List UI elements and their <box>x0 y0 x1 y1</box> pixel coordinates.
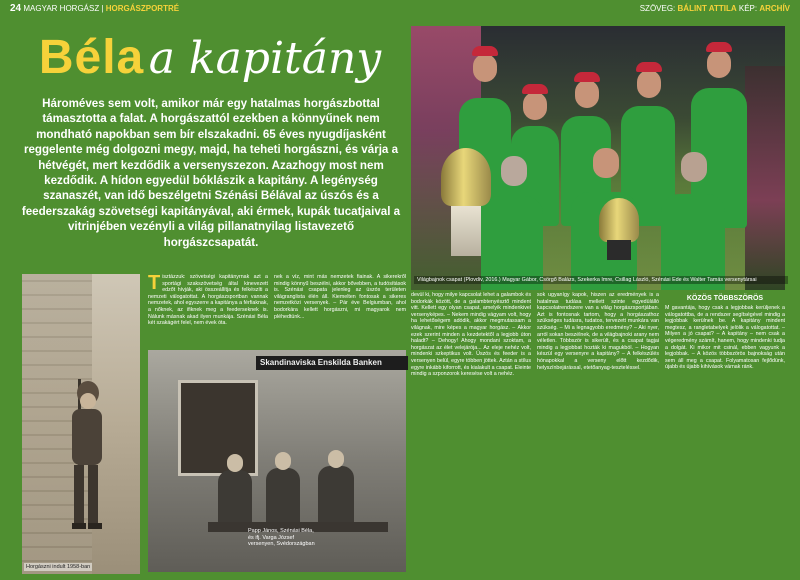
magazine-name: MAGYAR HORGÁSZ <box>23 4 100 13</box>
team-photo-caption: Világbajnok csapat (Plovdiv, 2016.) Magyar Gábor, Csörgő Balázs, Szekerka Imre, Csillag László, Szénási Ede és Walter Tamás versenytársai <box>414 276 788 284</box>
page-number: 24 <box>10 3 22 14</box>
childhood-caption: Horgászni indult 1958-ban <box>26 564 91 570</box>
body-column-5 <box>665 292 785 574</box>
credit-prefix: SZÖVEG: <box>639 4 676 13</box>
photo-prefix: KÉP: <box>738 4 758 13</box>
team-member-head <box>523 92 547 120</box>
man-head <box>227 454 243 472</box>
team-member-head <box>637 70 661 98</box>
section-subhead: KÖZÖS TÖBBSZÖRÖS <box>686 295 764 302</box>
group-photo <box>148 350 406 572</box>
photo-credit: ARCHÍV <box>759 4 790 13</box>
body-text-5: M gavantája, hogy csak a legjobbak kerüljenek a válogatottba, de a rendszer segítségével mindig a legjobbak kerülnek be. A kapitány mindent megtesz, a rangletabelyek jelölik a válogatottat. – Milyen a jó csapat? – A kapitány – nem csak a végeredmény számít, hanem, hogy mindenki tudja a dolgát. Ki mikor mit csinál, ebben vagyunk a legjobbak. – A közös többszörös bajnokság után sem áll meg a csapat. Folyamatosan fejlődünk, újabb és újabb kihívások várnak ránk. <box>665 305 785 371</box>
trophy-base <box>451 206 481 256</box>
trophy-icon <box>441 148 491 206</box>
shop-door <box>178 380 258 476</box>
body-column-4: sok ugyanígy kapok, hiszen az eredmények is a hatalmas tudása mellett szinte egyedülálló kapcsolatrendszere van a világ horgászsportjában. Azt is fontosnak tartom, hogy a horgászathoz szükséges tudásra, tudatos, tervezett munkára van szükség. – Mi a legnagyobb eredmény? – Aki nyer, arról sokan beszélnek, de a világbajnoki arany nem véletlen. Többször is sikerült, és a csapat tagjai mindig a legjobbat hozták ki magukból. – Hogyan készül egy versenyre a kapitány? – A felkészülés hónapokkal a verseny előtt kezdődik, helyszínbejárással, etetőanyag-teszteléssel. <box>537 292 659 371</box>
flower-decoration-right <box>745 66 785 290</box>
team-member-head <box>681 152 707 182</box>
header-left: 24 MAGYAR HORGÁSZ | HORGÁSZPORTRÉ <box>10 3 180 14</box>
trophy-base <box>607 240 631 260</box>
team-member-head <box>473 54 497 82</box>
team-member-head <box>575 80 599 108</box>
team-member-head <box>593 148 619 178</box>
man-figure <box>318 466 354 526</box>
team-member-head <box>707 50 731 78</box>
body-column-2: nek a víz, mint más nemzetek fiainak. A sikerekről mindig könnyű beszélni, akkor bővebben, a tudósítások is. Szénási csapata jelenleg az úszós területen világranglista élén áll. Kiemelten fontosak a sikeres nemzetközi versenyek. – Pár éve Belgiumban, ahol bodorkára kellett horgászni, mi magyarok nem pléhedtünk... <box>274 274 406 320</box>
body-text-1: isztázzuk: szövetségi kapitányrnak azt a sportági szakszövetség által kinevezett edzőt hívják, aki összeállítja és felkészíti a nemzeti válogatottat. A horgászsportban vannak nemzetek, ahol egyszerre a kapitánya a férfiaknak, a nőknek, az ifiknek meg a feederseknek is. Nálunk másnak akad ilyen munkája. Szénási Béla két szakágért felel, nem évek óta. <box>148 274 268 327</box>
child-figure <box>62 379 108 549</box>
man-head <box>328 450 344 468</box>
body-column-3: devül ki, hogy milye kapcsolat lehet a galambok és bodorkák között, de a galambtenyésztő mindent vitt. Kellett egy olyan csapat, amelyik mindenkivel versenyképes. – Nekem mindig vágyam volt, hogy ha lehetőségem adódik, akkor megmutassam a világnak, mire képes a magyar horgász. – Akkor ezek szerint minden a kezdetektől a legjobb úton haladt? – Dehogy! Ahogy mondani szoktam, a horgászat az élet velejárója... Az eleje nehéz volt, mindenki szkeptikus volt. Úszós és feeder is a versenyen belül, egyre többen jöttek. Aztán a stílus egyre inkább kiforrott, és kialakult a csapat. Eleinte mindig a szponzorok keresése volt a nehéz. <box>411 292 531 378</box>
title-name: Béla <box>38 31 145 84</box>
cap-icon <box>522 84 548 94</box>
cap-icon <box>472 46 498 56</box>
lead-paragraph: Hároméves sem volt, amikor már egy hatalmas horgászbottal támasztotta a falat. A horgászattól ezekben a könnyűnek nem mondható napokban sem bír elszakadni. 65 éves nyugdíjasként reggelente még dolgozni megy, majd, ha teheti horgászni, és várja a hétvégét, mert kezdődik a versenyszezon. Azazhogy most nem kezdődik. A hídon egyedül bóklászik a kapitány. A legénység szanaszét, van idő beszélgetni Szénási Bélával az úszós és a feederszakág szövetségi kapitányával, aki érmek, kupák tucatjaival a vitrinjében vezényli a világ pillanatnyilag listavezető horgászcsapatát. <box>21 97 401 249</box>
category-label: HORGÁSZPORTRÉ <box>105 4 180 13</box>
cap-icon <box>636 62 662 72</box>
man-figure <box>218 470 252 526</box>
title-rest: a kapitány <box>148 33 382 84</box>
header-right <box>640 0 790 18</box>
cap-icon <box>574 72 600 82</box>
trophy-icon <box>599 198 639 242</box>
team-member-head <box>501 156 527 186</box>
article-title <box>20 30 400 85</box>
cap-icon <box>706 42 732 52</box>
group-caption: Papp János, Szénási Béla, és ifj. Varga József versenyen, Svédországban <box>248 528 315 547</box>
author-name: BÁLINT ATTILA <box>677 4 737 13</box>
childhood-photo <box>22 274 140 574</box>
page-header <box>0 0 800 18</box>
body-column-1 <box>148 274 268 348</box>
man-head <box>275 452 291 470</box>
team-photo <box>411 26 785 290</box>
drop-cap: T <box>148 274 161 294</box>
shop-sign: Skandinaviska Enskilda Banken <box>256 356 408 370</box>
man-figure <box>266 468 300 526</box>
